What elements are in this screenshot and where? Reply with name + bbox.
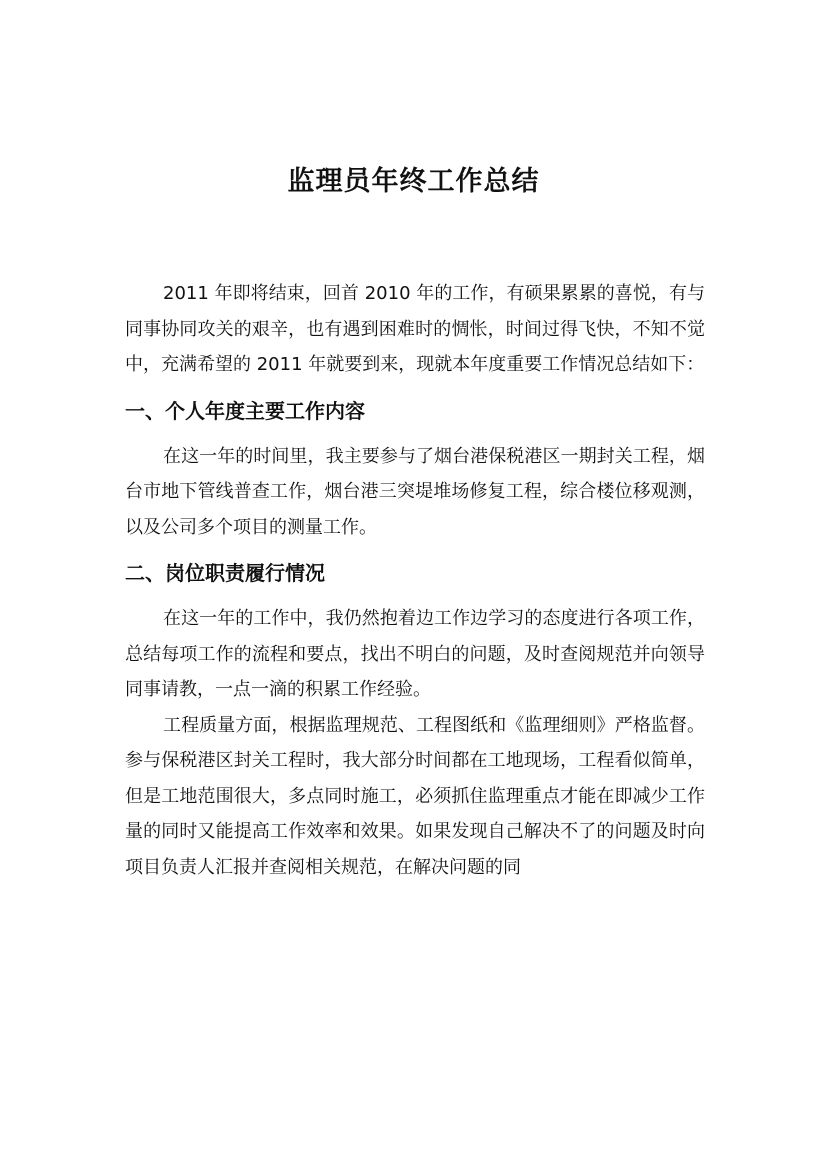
section-1-paragraph: 在这一年的时间里，我主要参与了烟台港保税港区一期封关工程，烟台市地下管线普查工作，烟台港三突堤堆场修复工程，综合楼位移观测，以及公司多个项目的测量工作。 bbox=[125, 445, 705, 538]
document-title: 监理员年终工作总结 bbox=[287, 166, 540, 197]
section-2-heading: 二、岗位职责履行情况 bbox=[125, 561, 325, 585]
section-2-paragraph-2: 工程质量方面，根据监理规范、工程图纸和《监理细则》严格监督。参与保税港区封关工程时，我大部分时间都在工地现场，工程看似简单，但是工地范围很大，多点同时施工，必须抓住监理重点才能在即减少工作量的同时又能提高工作效率和效果。如果发现自己解决不了的问题及时向项目负责人汇报并查阅相关规范，在解决问题的同 bbox=[125, 714, 705, 878]
section-1-heading: 一、个人年度主要工作内容 bbox=[125, 398, 365, 423]
intro-paragraph: 2011 年即将结束，回首 2010 年的工作，有硕果累累的喜悦，有与同事协同攻关的艰辛，也有遇到困难时的惆怅，时间过得飞快，不知不觉中，充满希望的 2011 年就要到来，现就本年度重要工作情况总结如下： bbox=[125, 283, 705, 375]
document-body bbox=[125, 276, 705, 885]
section-2-paragraph-1: 在这一年的工作中，我仍然抱着边工作边学习的态度进行各项工作，总结每项工作的流程和要点，找出不明白的问题，及时查阅规范并向领导同事请教，一点一滴的积累工作经验。 bbox=[125, 608, 705, 700]
